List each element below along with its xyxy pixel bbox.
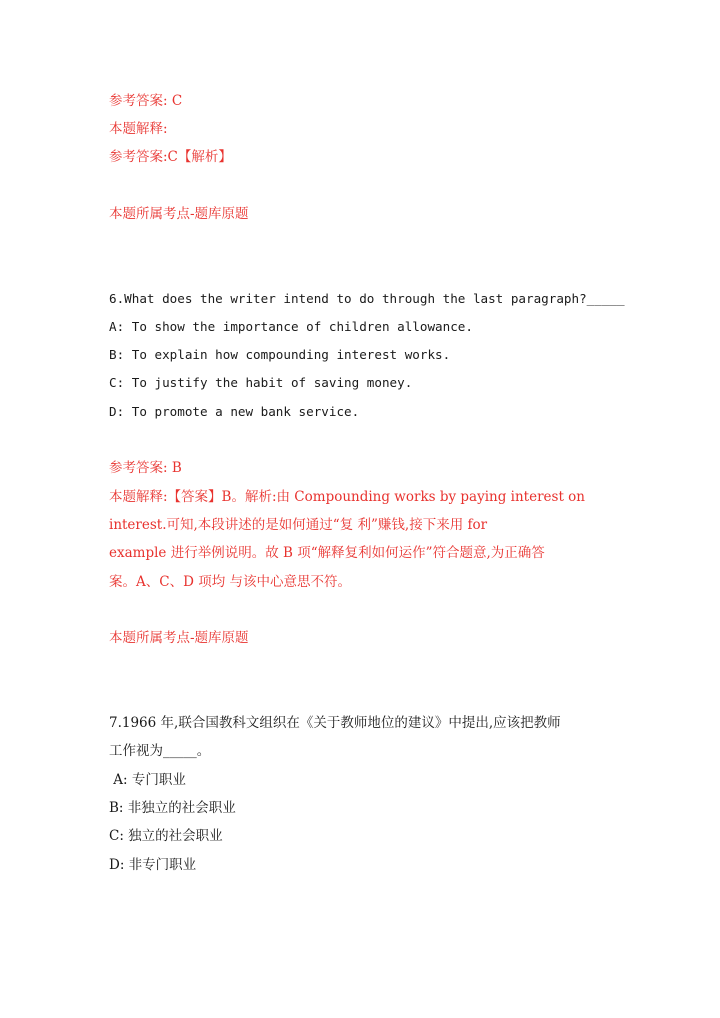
q6-answer: 参考答案: B: [109, 460, 182, 476]
q6-option-d: D: To promote a new bank service.: [109, 404, 360, 419]
q5-answer: 参考答案: C: [109, 93, 183, 109]
q5-knowledge-point: 本题所属考点-题库原题: [109, 206, 249, 222]
q6-stem: 6.What does the writer intend to do through the last paragraph?_____: [109, 291, 625, 306]
q6-explanation-line-4: 案。A、C、D 项均 与该中心意思不符。: [109, 574, 351, 590]
q7-option-a: A: 专门职业: [109, 772, 186, 788]
q6-explanation-line-2: interest.可知,本段讲述的是如何通过“复 利”赚钱,接下来用 for: [109, 517, 488, 533]
q7-stem-line-1: 7.1966 年,联合国教科文组织在《关于教师地位的建议》中提出,应该把教师: [109, 715, 561, 731]
q7-option-d: D: 非专门职业: [109, 857, 197, 873]
q6-option-b: B: To explain how compounding interest works.: [109, 347, 451, 362]
q7-stem-line-2: 工作视为_____。: [109, 743, 211, 759]
q7-option-b: B: 非独立的社会职业: [109, 800, 236, 816]
q6-option-c: C: To justify the habit of saving money.: [109, 375, 413, 390]
q6-knowledge-point: 本题所属考点-题库原题: [109, 630, 249, 646]
q5-explanation-label: 本题解释:: [109, 121, 168, 137]
q5-answer-detail: 参考答案:C【解析】: [109, 149, 232, 165]
q6-option-a: A: To show the importance of children allowance.: [109, 319, 473, 334]
q6-explanation-line-1: 本题解释:【答案】B。解析:由 Compounding works by paying interest on: [109, 489, 586, 505]
q7-option-c: C: 独立的社会职业: [109, 828, 223, 844]
q6-explanation-line-3: example 进行举例说明。故 B 项“解释复利如何运作”符合题意,为正确答: [109, 545, 545, 561]
